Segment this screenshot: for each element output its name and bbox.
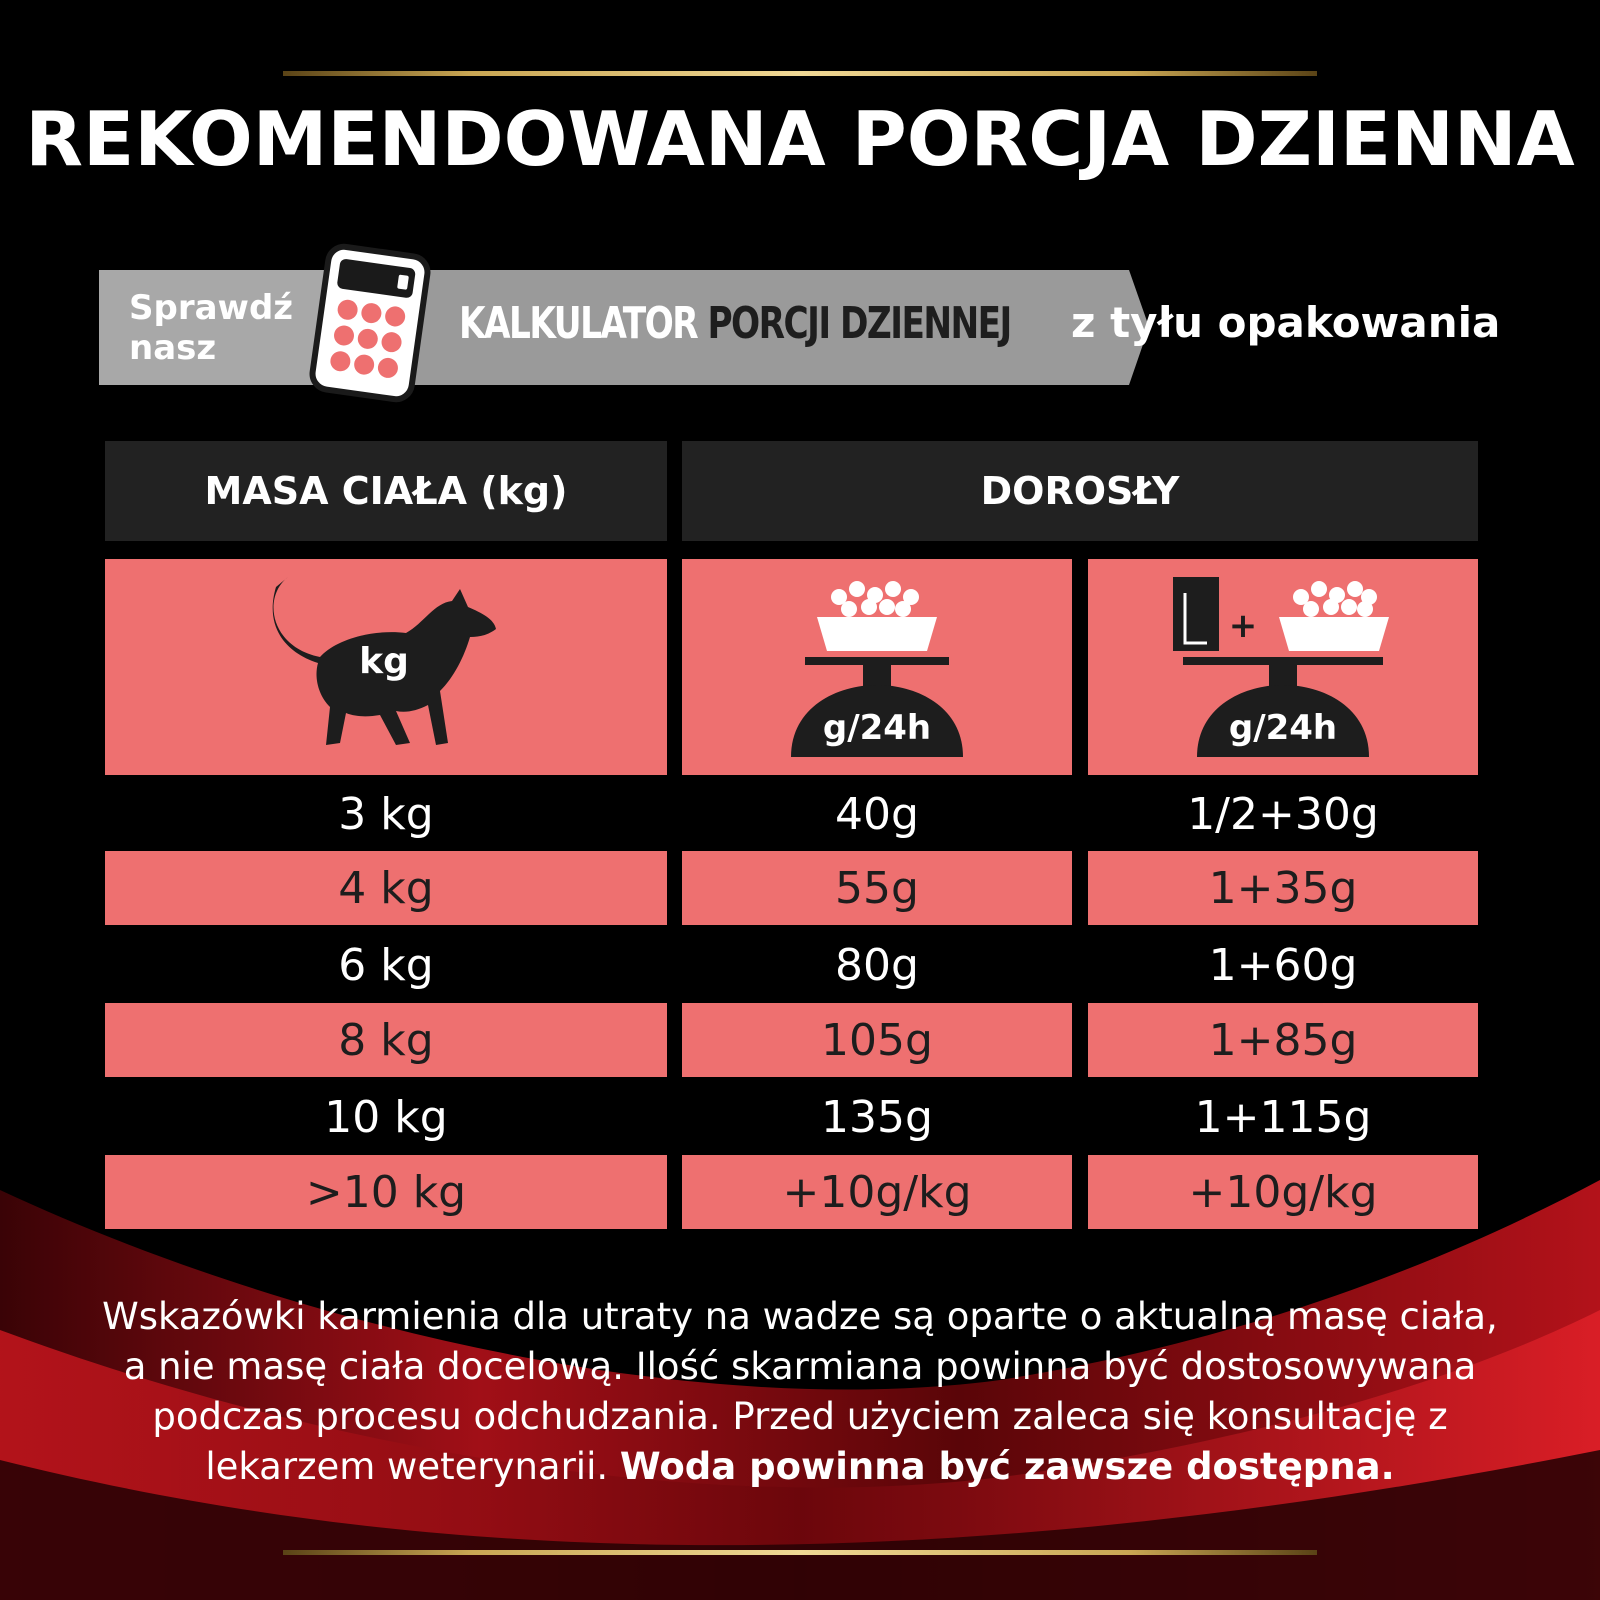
page-title: REKOMENDOWANA PORCJA DZIENNA — [25, 95, 1575, 183]
feeding-note-regular: lekarzem weterynarii. — [205, 1445, 609, 1488]
mixed-food-cell: 1+115g — [1194, 1091, 1372, 1143]
mixed-food-cell: +10g/kg — [1088, 1155, 1478, 1229]
cat-icon — [256, 567, 516, 767]
feeding-note — [40, 1292, 1560, 1492]
dry-food-cell: 135g — [821, 1091, 933, 1143]
mass-cell: >10 kg — [105, 1155, 667, 1229]
icon-cell-dry-food — [682, 559, 1072, 775]
feeding-note-line: podczas procesu odchudzania. Przed użyciem zaleca się konsultację z — [152, 1395, 1448, 1438]
banner-lead-text: Sprawdź nasz — [129, 288, 294, 368]
mass-cell: 3 kg — [338, 788, 434, 840]
plus-sign: + — [1228, 606, 1258, 646]
mixed-food-cell: 1/2+30g — [1187, 788, 1379, 840]
mixed-food-cell: 1+85g — [1088, 1003, 1478, 1077]
feeding-note-line: Wskazówki karmienia dla utraty na wadze są oparte o aktualną masę ciała, — [102, 1295, 1498, 1338]
mixed-food-icon-label: g/24h — [1228, 708, 1338, 748]
mass-cell: 8 kg — [105, 1003, 667, 1077]
icon-cell-mixed-food — [1088, 559, 1478, 775]
calculator-icon — [306, 243, 434, 403]
mixed-food-scale-icon — [1163, 567, 1403, 767]
dry-food-cell: 105g — [682, 1003, 1072, 1077]
mass-cell: 10 kg — [324, 1091, 448, 1143]
cat-icon-label: kg — [359, 641, 409, 682]
dry-food-icon-label: g/24h — [822, 708, 932, 748]
calculator-banner — [99, 270, 1499, 385]
mixed-food-cell: 1+60g — [1208, 939, 1358, 991]
calculator-label-part1: KALKULATOR — [459, 298, 698, 349]
dry-food-cell: 80g — [835, 939, 919, 991]
gold-divider-top — [283, 71, 1317, 76]
icon-cell-cat — [105, 559, 667, 775]
feeding-note-line — [40, 1442, 1560, 1492]
mixed-food-cell: 1+35g — [1088, 851, 1478, 925]
banner-suffix-text: z tyłu opakowania — [1071, 298, 1501, 347]
dry-food-scale-icon — [777, 567, 977, 767]
header-body-mass: MASA CIAŁA (kg) — [105, 441, 667, 541]
calculator-label-part2: PORCJI DZIENNEJ — [707, 298, 1011, 349]
gold-divider-bottom — [283, 1550, 1317, 1555]
mass-cell: 4 kg — [105, 851, 667, 925]
feeding-note-line: a nie masę ciała docelową. Ilość skarmiana powinna być dostosowywana — [123, 1345, 1477, 1388]
header-adult: DOROSŁY — [682, 441, 1478, 541]
mass-cell: 6 kg — [338, 939, 434, 991]
dry-food-cell: 40g — [835, 788, 919, 840]
water-note: Woda powinna być zawsze dostępna. — [619, 1445, 1395, 1488]
dry-food-cell: 55g — [682, 851, 1072, 925]
calculator-label — [459, 298, 1011, 358]
dry-food-cell: +10g/kg — [682, 1155, 1072, 1229]
